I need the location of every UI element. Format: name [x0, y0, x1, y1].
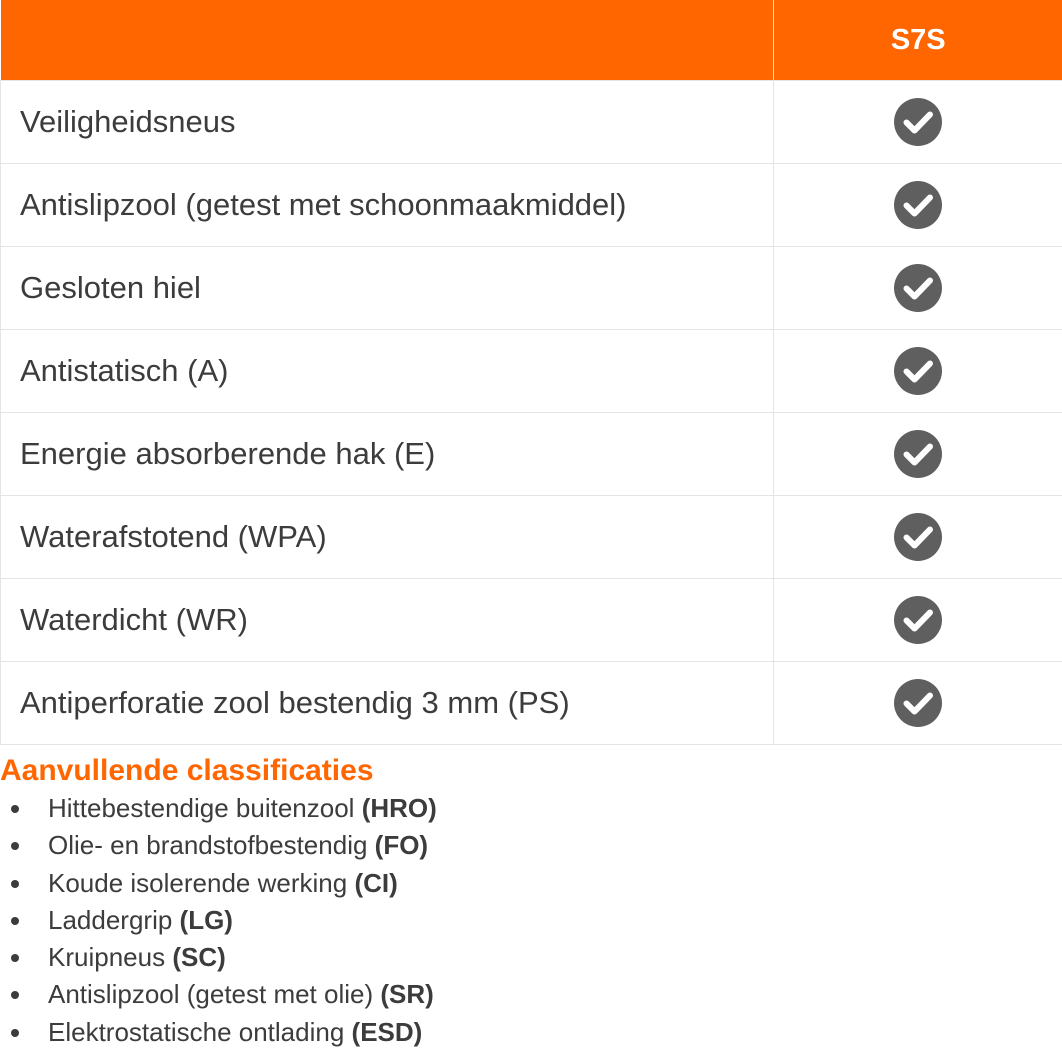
classification-list — [0, 790, 1062, 1051]
table-row — [1, 164, 1062, 247]
bullet-icon — [11, 842, 19, 850]
item-text: Koude isolerende werking — [48, 867, 348, 898]
row-check-cell — [774, 81, 1062, 164]
table-row — [1, 247, 1062, 330]
table-row — [1, 496, 1062, 579]
row-check-cell — [774, 579, 1062, 662]
item-text: Hittebestendige buitenzool — [48, 793, 355, 823]
item-code: (HRO) — [361, 793, 437, 823]
column-header-s7s: S7S — [774, 0, 1062, 81]
section-title: Aanvullende classificaties — [0, 754, 374, 787]
check-circle-icon — [894, 528, 942, 545]
bullet-icon — [11, 991, 19, 999]
bullet-icon — [11, 805, 19, 813]
row-label: Antistatisch (A) — [1, 330, 774, 413]
list-item — [0, 976, 1062, 1013]
item-code: (LG) — [179, 904, 233, 935]
row-label: Antislipzool (getest met schoonmaakmiddel) — [1, 164, 774, 247]
row-label: Energie absorberende hak (E) — [1, 413, 774, 496]
item-code: (SC) — [172, 942, 226, 973]
list-item — [0, 939, 1062, 976]
row-label: Antiperforatie zool bestendig 3 mm (PS) — [1, 662, 774, 745]
check-circle-icon — [894, 362, 942, 379]
table-header-row — [1, 0, 1062, 81]
item-code: (SR) — [380, 979, 434, 1010]
additional-classifications — [0, 752, 1062, 1051]
item-text: Laddergrip — [48, 904, 173, 935]
row-check-cell — [774, 247, 1062, 330]
table-row — [1, 81, 1062, 164]
check-circle-icon — [894, 279, 942, 296]
check-circle-icon — [894, 611, 942, 628]
table-row — [1, 413, 1062, 496]
row-check-cell — [774, 496, 1062, 579]
list-item — [0, 902, 1062, 939]
bullet-icon — [11, 880, 19, 888]
row-label: Waterdicht (WR) — [1, 579, 774, 662]
list-item — [0, 1014, 1062, 1051]
item-text: Olie- en brandstofbestendig — [48, 830, 368, 861]
table-row — [1, 662, 1062, 745]
bullet-icon — [11, 954, 19, 962]
table-row — [1, 579, 1062, 662]
row-label: Gesloten hiel — [1, 247, 774, 330]
row-label: Waterafstotend (WPA) — [1, 496, 774, 579]
check-circle-icon — [894, 694, 942, 711]
item-text: Elektrostatische ontlading — [48, 1016, 345, 1047]
bullet-icon — [11, 917, 19, 925]
check-circle-icon — [894, 113, 942, 130]
row-check-cell — [774, 413, 1062, 496]
header-empty-cell — [1, 0, 774, 81]
list-item — [0, 827, 1062, 864]
check-circle-icon — [894, 445, 942, 462]
table-row — [1, 330, 1062, 413]
row-check-cell — [774, 662, 1062, 745]
row-check-cell — [774, 164, 1062, 247]
row-label: Veiligheidsneus — [1, 81, 774, 164]
bullet-icon — [11, 1029, 19, 1037]
list-item — [0, 790, 1062, 827]
list-item — [0, 865, 1062, 902]
item-code: (ESD) — [351, 1016, 423, 1047]
item-text: Kruipneus — [48, 942, 166, 973]
item-code: (CI) — [354, 867, 398, 898]
item-text: Antislipzool (getest met olie) — [48, 979, 374, 1010]
item-code: (FO) — [374, 830, 429, 861]
row-check-cell — [774, 330, 1062, 413]
check-circle-icon — [894, 196, 942, 213]
